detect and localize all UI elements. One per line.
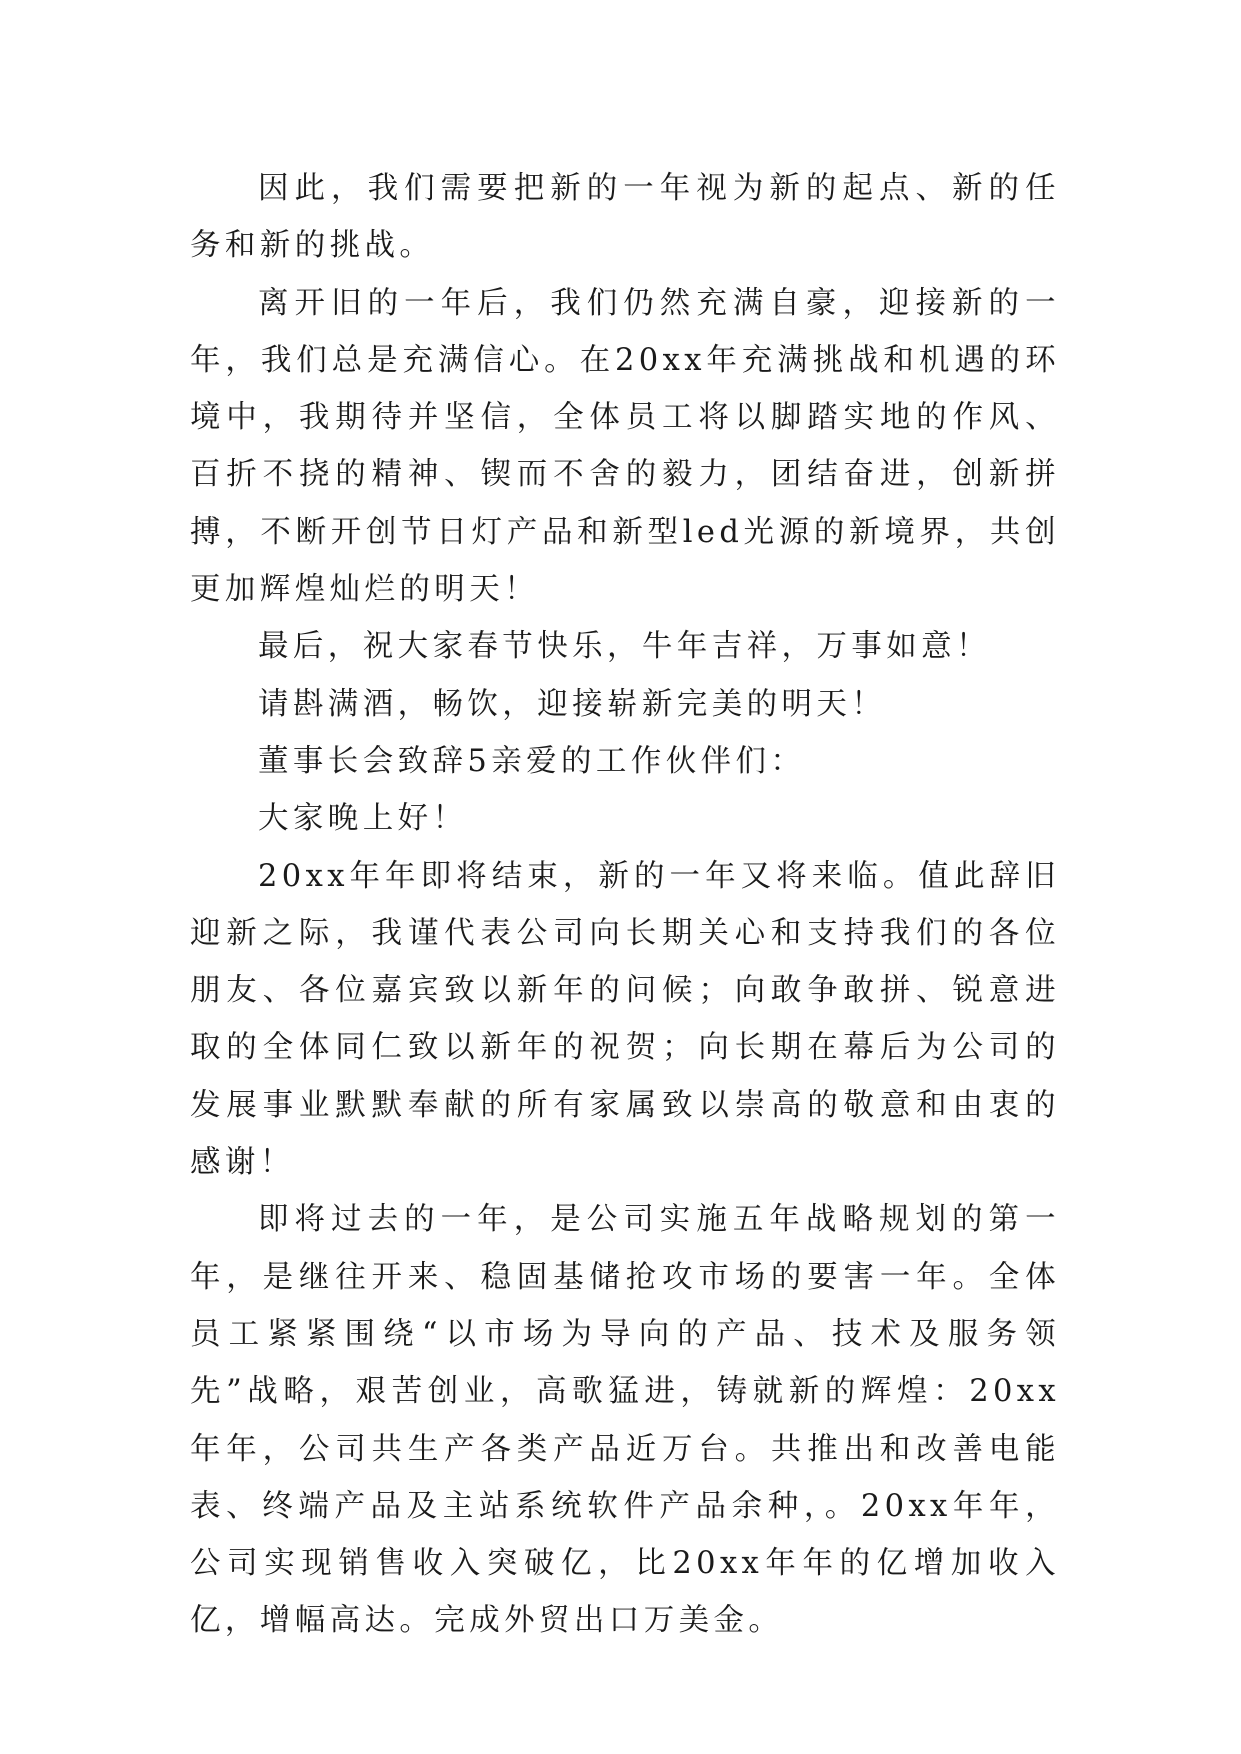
- paragraph: 因此，我们需要把新的一年视为新的起点、新的任务和新的挑战。: [190, 171, 1060, 264]
- paragraph: 20xx年年即将结束，新的一年又将来临。值此辞旧迎新之际，我谨代表公司向长期关心和支持我们的各位朋友、各位嘉宾致以新年的问候；向敢争敢拼、锐意进取的全体同仁致以新年的祝贺；向长期在幕后为公司的发展事业默默奉献的所有家属致以崇高的敬意和由衷的感谢！: [190, 858, 1060, 1181]
- paragraph: 即将过去的一年，是公司实施五年战略规划的第一年，是继往开来、稳固基储抢攻市场的要害一年。全体员工紧紧围绕“以市场为导向的产品、技术及服务领先”战略，艰苦创业，高歌猛进，铸就新的辉煌：20xx年年，公司共生产各类产品近万台。共推出和改善电能表、终端产品及主站系统软件产品余种，。20xx年年，公司实现销售收入突破亿，比20xx年年的亿增加收入亿，增幅高达。完成外贸出口万美金。: [190, 1202, 1060, 1639]
- document-body: [190, 160, 1060, 1650]
- paragraph: 离开旧的一年后，我们仍然充满自豪，迎接新的一年，我们总是充满信心。在20xx年充满挑战和机遇的环境中，我期待并坚信，全体员工将以脚踏实地的作风、百折不挠的精神、锲而不舍的毅力，团结奋进，创新拼搏，不断开创节日灯产品和新型led光源的新境界，共创更加辉煌灿烂的明天！: [190, 285, 1060, 608]
- paragraph: 最后，祝大家春节快乐，牛年吉祥，万事如意！: [258, 629, 991, 665]
- paragraph: 董事长会致辞5亲爱的工作伙伴们：: [258, 743, 806, 779]
- paragraph: 大家晚上好！: [258, 801, 468, 837]
- paragraph: 请斟满酒，畅饮，迎接崭新完美的明天！: [258, 686, 887, 722]
